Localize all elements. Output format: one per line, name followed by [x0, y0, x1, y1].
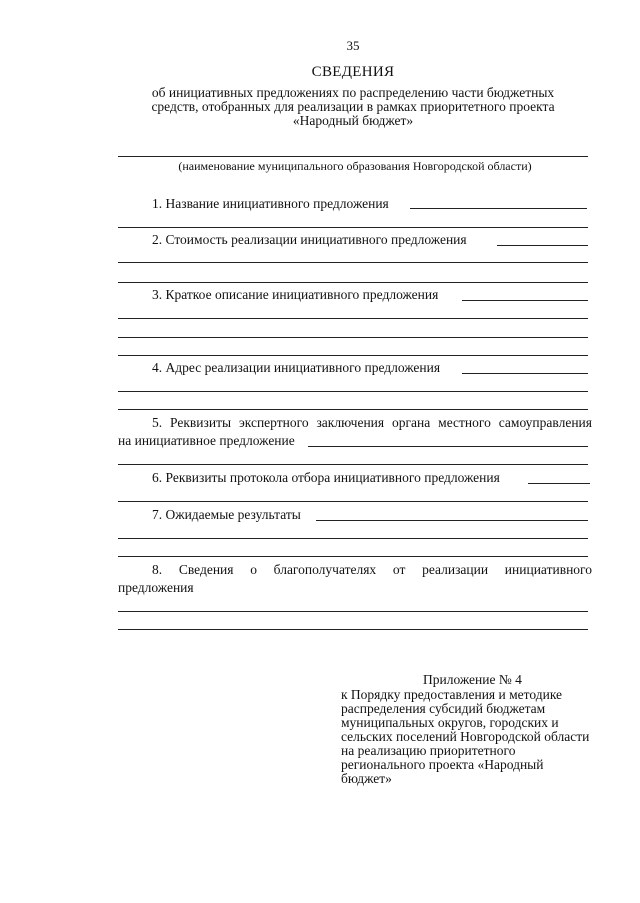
- item-5-line-2[interactable]: [118, 464, 588, 465]
- item-1-label: 1. Название инициативного предложения: [152, 196, 389, 211]
- municipality-line: [118, 156, 588, 157]
- item-6-label: 6. Реквизиты протокола отбора инициативного предложения: [152, 470, 500, 485]
- document-subtitle: об инициативных предложениях по распределению части бюджетных средств, отобранных для реализации в рамках приоритетного проекта «Народный бюджет»: [151, 85, 555, 128]
- item-2-label: 2. Стоимость реализации инициативного предложения: [152, 232, 467, 247]
- item-2-field[interactable]: [497, 245, 588, 246]
- item-4-label: 4. Адрес реализации инициативного предложения: [152, 360, 441, 375]
- item-5-label-line-1: 5. Реквизиты экспертного заключения органа местного самоуправления: [152, 415, 592, 430]
- appendix-text: к Порядку предоставления и методике распределения субсидий бюджетам муниципальных округов, городских и сельских поселений Новгородской области на реализацию приоритетного регионального проекта «Народный бюджет»: [341, 687, 590, 786]
- item-3-line-4[interactable]: [118, 355, 588, 356]
- page-number: 35: [346, 38, 360, 53]
- item-4-field[interactable]: [462, 373, 588, 374]
- item-7-label: 7. Ожидаемые результаты: [152, 507, 301, 522]
- item-6-field[interactable]: [528, 483, 590, 484]
- item-2-line-2[interactable]: [118, 262, 588, 263]
- municipality-caption: (наименование муниципального образования Новгородской области): [178, 159, 532, 173]
- item-5-field[interactable]: [308, 446, 588, 447]
- document-title: СВЕДЕНИЯ: [311, 64, 395, 80]
- item-6-line-2[interactable]: [118, 501, 588, 502]
- item-7-field[interactable]: [316, 520, 588, 521]
- item-8-label-line-1: 8. Сведения о благополучателях от реализации инициативного: [152, 562, 592, 577]
- item-3-line-2[interactable]: [118, 318, 588, 319]
- item-8-line-2[interactable]: [118, 611, 588, 612]
- item-2-line-3[interactable]: [118, 282, 588, 283]
- item-1-line-2[interactable]: [118, 227, 588, 228]
- item-8-label-line-2: предложения: [118, 580, 194, 595]
- item-5-label-line-2: на инициативное предложение: [118, 433, 295, 448]
- item-7-line-2[interactable]: [118, 538, 588, 539]
- item-1-field[interactable]: [410, 208, 587, 209]
- appendix-title: Приложение № 4: [423, 672, 522, 687]
- item-8-line-3[interactable]: [118, 629, 588, 630]
- item-4-line-3[interactable]: [118, 409, 588, 410]
- item-3-label: 3. Краткое описание инициативного предложения: [152, 287, 439, 302]
- item-4-line-2[interactable]: [118, 391, 588, 392]
- item-3-field[interactable]: [462, 300, 588, 301]
- item-7-line-3[interactable]: [118, 556, 588, 557]
- item-3-line-3[interactable]: [118, 337, 588, 338]
